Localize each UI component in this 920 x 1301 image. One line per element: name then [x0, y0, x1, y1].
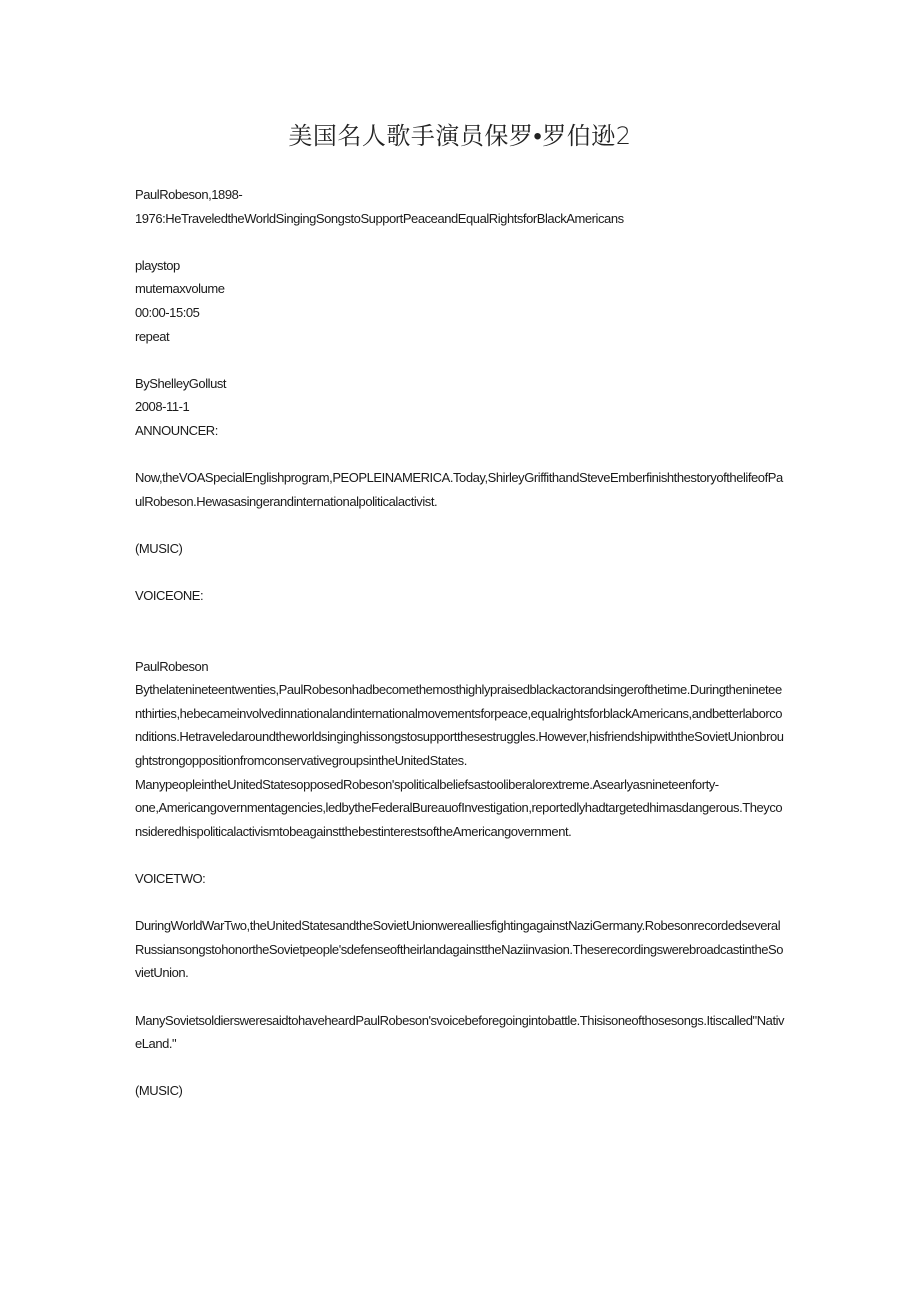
spacer	[135, 1056, 787, 1080]
play-stop-control: playstop	[135, 257, 180, 273]
spacer	[135, 513, 787, 537]
spacer	[135, 561, 787, 585]
page-title: 美国名人歌手演员保罗•罗伯逊2	[288, 122, 632, 150]
volume-control: mutemaxvolume	[135, 281, 225, 297]
publish-date: 2008-11-1	[135, 399, 190, 415]
time-readout: 00:00-15:05	[135, 304, 200, 320]
spacer	[135, 230, 787, 254]
spacer	[135, 608, 787, 655]
voice-one-paragraph: ManypeopleintheUnitedStatesopposedRobeson'spoliticalbeliefsastooliberalorextreme.Asearlyasnineteenforty-	[135, 776, 719, 792]
document-body	[135, 183, 787, 1103]
image-caption: PaulRobeson	[135, 658, 209, 674]
headline-line-2: 1976:HeTraveledtheWorldSingingSongstoSupportPeaceandEqualRightsforBlackAmericans	[135, 210, 624, 226]
music-cue: (MUSIC)	[135, 540, 183, 556]
voice-two-paragraph: ManySovietsoldiersweresaidtohaveheardPaulRobeson'svoicebeforegoingintobattle.Thisisoneofthosesongs.Itiscalled"NativeLand."	[135, 1012, 785, 1052]
music-cue: (MUSIC)	[135, 1083, 183, 1099]
spacer	[135, 348, 787, 372]
byline: ByShelleyGollust	[135, 375, 227, 391]
repeat-control: repeat	[135, 328, 170, 344]
spacer	[135, 891, 787, 915]
voice-two-paragraph: DuringWorldWarTwo,theUnitedStatesandtheSovietUnionwerealliesfightingagainstNaziGermany.RobesonrecordedseveralRussiansongstohonortheSovietpeople'sdefenseoftheirlandagainsttheNaziinvasion.TheserecordingswerebroadcastintheSovietUnion.	[135, 918, 784, 981]
voice-two-label: VOICETWO:	[135, 871, 206, 887]
voice-one-paragraph: Bythelatenineteentwenties,PaulRobesonhadbecomethemosthighlypraisedblackactorandsingerofthetime.Duringthenineteenthirties,hebecameinvolvedinnationalandinternationalmovementsforpeace,equalrightsforblackAmericans,andbetterlaborconditions.Hetraveledaroundtheworldsinginghissongstosupportthesestruggles.However,hisfriendshipwiththeSovietUnionbroughtstrongoppositionfromconservativegroupsintheUnitedStates.	[135, 682, 784, 769]
announcer-label: ANNOUNCER:	[135, 422, 218, 438]
spacer	[135, 843, 787, 867]
voice-one-label: VOICEONE:	[135, 588, 204, 604]
spacer	[135, 443, 787, 467]
headline-line-1: PaulRobeson,1898-	[135, 187, 243, 202]
voice-one-paragraph: one,Americangovernmentagencies,ledbytheFederalBureauofInvestigation,reportedlyhadtargetedhimasdangerous.TheyconsideredhispoliticalactivismtobeagainstthebestinterestsoftheAmericangovernment.	[135, 800, 783, 839]
announcer-paragraph: Now,theVOASpecialEnglishprogram,PEOPLEINAMERICA.Today,ShirleyGriffithandSteveEmberfinishthestoryofthelifeofPaulRobeson.Hewasasingerandinternationalpoliticalactivist.	[135, 470, 783, 509]
spacer	[135, 985, 787, 1009]
